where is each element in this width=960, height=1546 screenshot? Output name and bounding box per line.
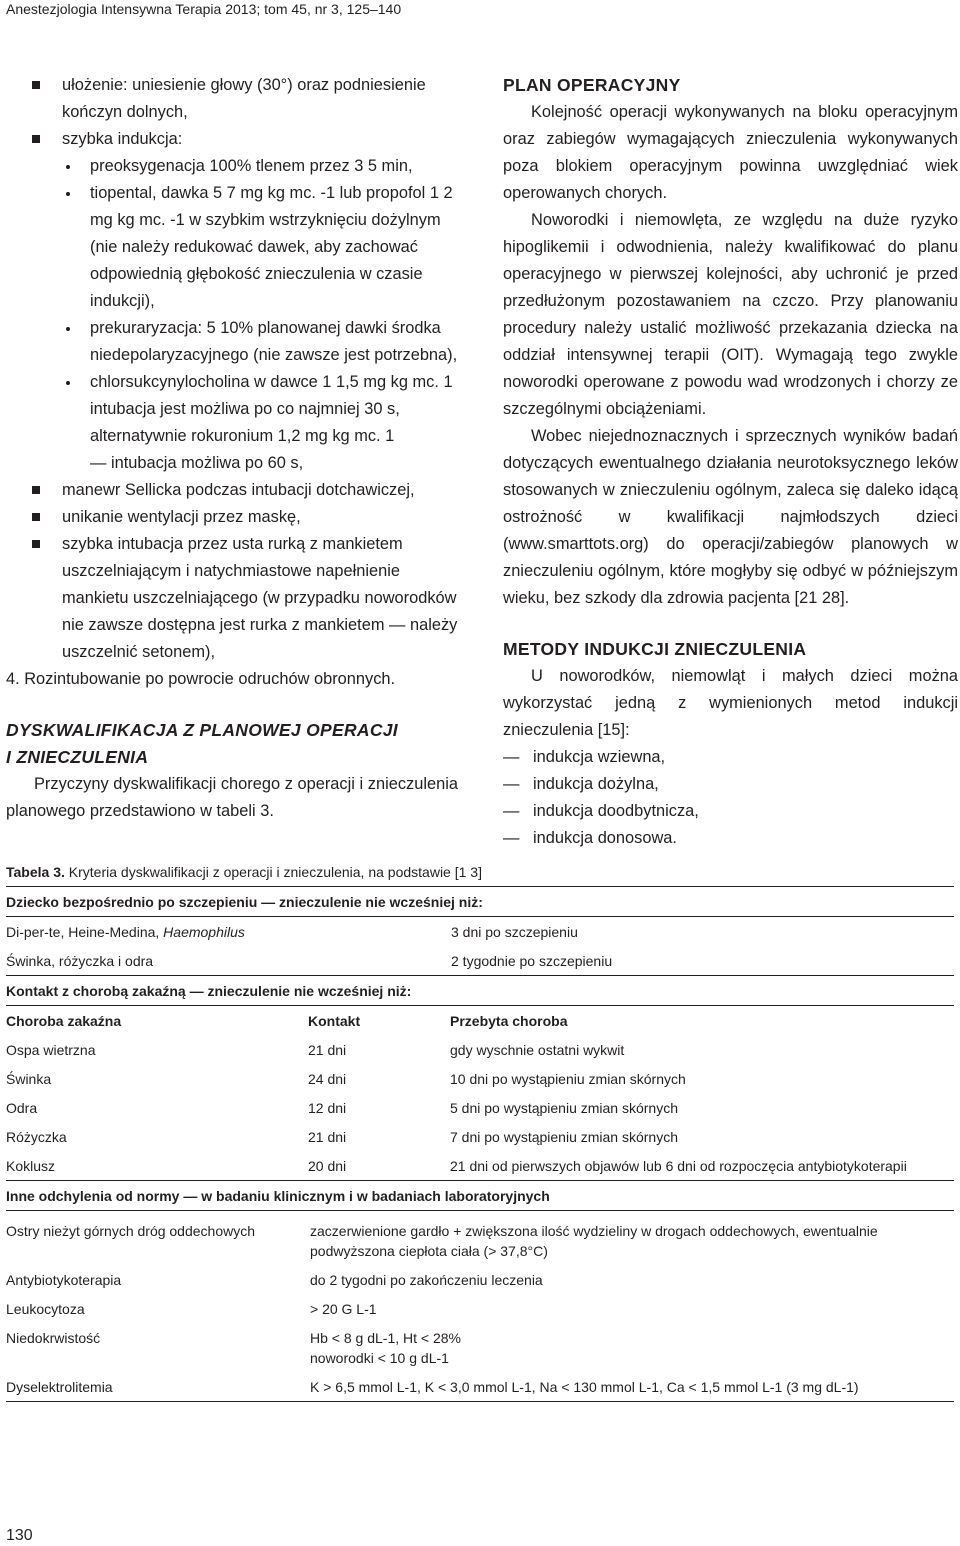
table-caption <box>6 862 954 882</box>
table-row <box>6 1372 954 1401</box>
table-header-cell: Choroba zakaźna <box>6 1013 122 1029</box>
table-cell: Antybiotykoterapia <box>6 1272 122 1288</box>
table-cell: Di-per-te, Heine-Medina, Haemophilus <box>6 924 245 940</box>
list-item: — indukcja donosowa. <box>503 825 958 852</box>
page-number: 130 <box>6 1527 33 1544</box>
running-head: Anestezjologia Intensywna Terapia 2013; tom 45, nr 3, 125–140 <box>6 1 402 17</box>
table-cell: K > 6,5 mmol L-1, K < 3,0 mmol L-1, Na < 130 mmol L-1, Ca < 1,5 mmol L-1 (3 mg dL-1) <box>310 1379 859 1395</box>
table-cell: Hb < 8 g dL-1, Ht < 28% noworodki < 10 g dL-1 <box>310 1330 461 1366</box>
table-cell: > 20 G L-1 <box>310 1301 377 1317</box>
section-heading: DYSKWALIFIKACJA Z PLANOWEJ OPERACJI <box>6 720 398 740</box>
list-item: preoksygenacja 100% tlenem przez 3 5 min, <box>6 153 458 180</box>
table-row <box>6 1064 954 1093</box>
table-row <box>6 1211 954 1265</box>
table-row <box>6 1035 954 1064</box>
table-cell: Odra <box>6 1100 38 1116</box>
table-cell: 5 dni po wystąpieniu zmian skórnych <box>450 1100 679 1116</box>
list-item: prekuraryzacja: 5 10% planowanej dawki środka niedepolaryzacyjnego (nie zawsze jest potrzebna), <box>6 315 458 369</box>
list-item: chlorsukcynylocholina w dawce 1 1,5 mg kg mc. 1 intubacja jest możliwa po co najmniej 30 s, alternatywnie rokuronium 1,2 mg kg mc. 1 <box>6 369 458 450</box>
table-cell: Ostry nieżyt górnych dróg oddechowych <box>6 1223 256 1239</box>
table-row <box>6 1323 954 1372</box>
table-cell: Świnka, różyczka i odra <box>6 953 154 969</box>
table-caption-text: Kryteria dyskwalifikacji z operacji i znieczulenia, na podstawie [1 3] <box>68 864 482 880</box>
table-cell: Leukocytoza <box>6 1301 85 1317</box>
table-cell: 2 tygodnie po szczepieniu <box>451 953 613 969</box>
list-item: 4. Rozintubowanie po powrocie odruchów obronnych. <box>6 670 396 688</box>
table-cell: 21 dni <box>308 1129 347 1145</box>
list-item: unikanie wentylacji przez maskę, <box>6 504 458 531</box>
table-row <box>6 1093 954 1122</box>
table-cell: Świnka <box>6 1071 52 1087</box>
table-3 <box>6 862 954 1402</box>
table-cell: zaczerwienione gardło + zwiększona ilość wydzieliny w drogach oddechowych, ewentualnie podwyższona ciepłota ciała (> 37,8°C) <box>310 1223 878 1259</box>
paragraph: Wobec niejednoznacznych i sprzecznych wyników badań dotyczących ewentualnego działania neurotoksycznego leków stosowanych w znieczuleniu ogólnym, zaleca się daleko idącą ostrożność w kwalifikacji najmłodszych dzieci (www.smarttots.org) do operacji/zabiegów planowych w znieczuleniu ogólnym, które mogłyby się odbyć w późniejszym wieku, bez szkody dla zdrowia pacjenta [21 28]. <box>503 427 958 607</box>
paragraph: U noworodków, niemowląt i małych dzieci można wykorzystać jedną z wymienionych metod indukcji znieczulenia [15]: <box>503 667 958 739</box>
list-item: manewr Sellicka podczas intubacji dotchawiczej, <box>6 477 458 504</box>
paragraph: Kolejność operacji wykonywanych na bloku operacyjnym oraz zabiegów wymagających znieczulenia wykonywanych poza blokiem operacyjnym powinna uwzględniać wiek operowanych chorych. <box>503 103 958 202</box>
section-heading: PLAN OPERACYJNY <box>503 75 681 95</box>
left-column <box>6 72 458 825</box>
list-item: szybka intubacja przez usta rurką z mankietem uszczelniającym i natychmiastowe napełnienie mankietu uszczelniającego (w przypadku noworodków nie zawsze dostępna jest rurka z mankietem — należy uszczelnić setonem), <box>6 531 458 666</box>
list-item: — indukcja wziewna, <box>503 744 958 771</box>
table-cell: 10 dni po wystąpieniu zmian skórnych <box>450 1071 686 1087</box>
table-cell: 21 dni <box>308 1042 347 1058</box>
table-cell: 12 dni <box>308 1100 347 1116</box>
section-heading: METODY INDUKCJI ZNIECZULENIA <box>503 639 807 659</box>
paragraph: Przyczyny dyskwalifikacji chorego z operacji i znieczulenia planowego przedstawiono w tabeli 3. <box>6 775 458 820</box>
table-row <box>6 1265 954 1294</box>
table-cell: Dyselektrolitemia <box>6 1379 113 1395</box>
table-header-cell: Przebyta choroba <box>450 1013 568 1029</box>
list-item: tiopental, dawka 5 7 mg kg mc. -1 lub propofol 1 2 mg kg mc. -1 w szybkim wstrzyknięciu dożylnym (nie należy redukować dawek, aby zachować odpowiednią głębokość znieczulenia w czasie indukcji), <box>6 180 458 315</box>
table-cell: Różyczka <box>6 1129 67 1145</box>
list-item: — intubacja możliwa po 60 s, <box>90 454 304 472</box>
paragraph: Noworodki i niemowlęta, ze względu na duże ryzyko hipoglikemii i odwodnienia, należy kwalifikować do planu operacyjnego w pierwszej kolejności, aby uchronić je przed przedłużonym pozostawaniem na czczo. Przy planowaniu procedury należy ustalić możliwość przekazania dziecka na oddział intensywnej terapii (OIT). Wymagają tego zwykle noworodki operowane z powodu wad wrodzonych i chorzy ze szczególnymi obciążeniami. <box>503 211 958 418</box>
table-caption-label: Tabela 3. <box>6 864 65 880</box>
table-header-row <box>6 1006 954 1035</box>
table-row <box>6 1151 954 1180</box>
table-cell: Ospa wietrzna <box>6 1042 96 1058</box>
table-cell: Koklusz <box>6 1158 56 1174</box>
table-cell: 20 dni <box>308 1158 347 1174</box>
right-column <box>503 72 958 852</box>
table-cell: do 2 tygodni po zakończeniu leczenia <box>310 1272 543 1288</box>
table-group-title: Inne odchylenia od normy — w badaniu klinicznym i w badaniach laboratoryjnych <box>6 1188 550 1204</box>
table-row <box>6 946 954 975</box>
table-group-title: Dziecko bezpośrednio po szczepieniu — znieczulenie nie wcześniej niż: <box>6 894 483 910</box>
table-row <box>6 1122 954 1151</box>
table-cell: gdy wyschnie ostatni wykwit <box>450 1042 625 1058</box>
table-cell: 7 dni po wystąpieniu zmian skórnych <box>450 1129 679 1145</box>
list-item: ułożenie: uniesienie głowy (30°) oraz podniesienie kończyn dolnych, <box>6 72 458 126</box>
table-header-cell: Kontakt <box>308 1013 361 1029</box>
table-cell: 24 dni <box>308 1071 347 1087</box>
table-row <box>6 1294 954 1323</box>
section-heading: I ZNIECZULENIA <box>6 747 149 767</box>
table-cell: 3 dni po szczepieniu <box>451 924 578 940</box>
table-group-title: Kontakt z chorobą zakaźną — znieczulenie nie wcześniej niż: <box>6 983 412 999</box>
table-cell: 21 dni od pierwszych objawów lub 6 dni od rozpoczęcia antybiotykoterapii <box>450 1158 907 1174</box>
list-item: — indukcja doodbytnicza, <box>503 798 958 825</box>
list-item: — indukcja dożylna, <box>503 771 958 798</box>
table-row <box>6 917 954 946</box>
table-cell: Niedokrwistość <box>6 1330 101 1346</box>
list-item: szybka indukcja: <box>6 126 458 153</box>
